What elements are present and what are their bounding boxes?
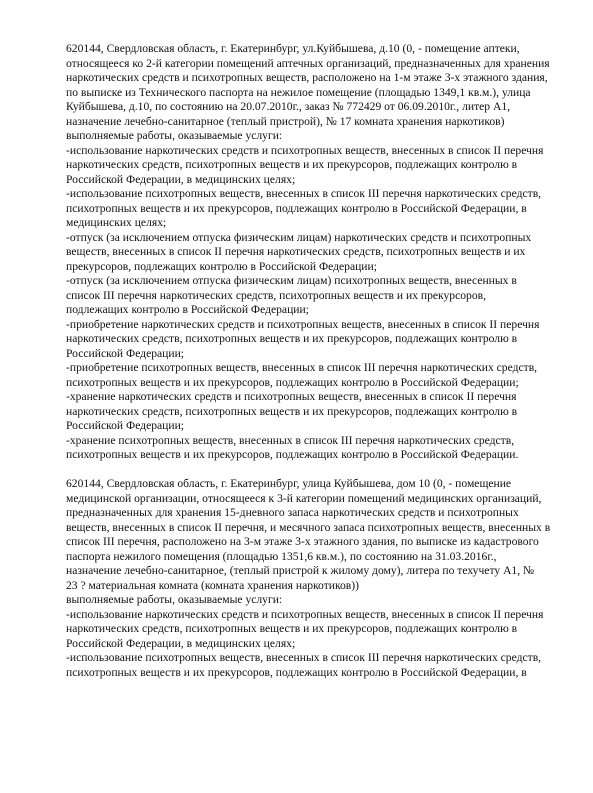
text-line: 620144, Свердловская область, г. Екатеринбург, ул.Куйбышева, д.10 (0, - помещение аптеки,: [66, 42, 520, 55]
text-line: психотропных веществ и их прекурсоров, подлежащих контролю в Российской Федерации.: [66, 448, 519, 461]
text-line: назначение лечебно-санитарное, (теплый пристрой к жилому дому), литера по техучету А1, №: [66, 564, 535, 577]
text-line: прекурсоров, подлежащих контролю в Российской Федерации;: [66, 259, 377, 273]
license-entry-2: [66, 477, 566, 680]
text-line: -использование наркотических средств и психотропных веществ, внесенных в список II перечня: [66, 607, 544, 621]
text-line: предназначенных для хранения 15-дневного запаса наркотических средств и психотропных: [66, 506, 519, 519]
text-line: список III перечня, расположено на 3-м этаже 3-х этажного здания, по выписке из кадастрового: [66, 535, 539, 548]
text-line: наркотических средств, психотропных веществ и их прекурсоров, подлежащих контролю в: [66, 158, 518, 171]
text-line: Российской Федерации;: [66, 419, 185, 432]
text-line: подлежащих контролю в Российской Федерации;: [66, 303, 309, 316]
text-line: Российской Федерации;: [66, 346, 185, 360]
text-line: паспорта нежилого помещения (площадью 1351,6 кв.м.), по состоянию на 31.03.2016г.,: [66, 549, 497, 563]
text-line: Российской Федерации, в медицинских целях;: [66, 172, 296, 186]
text-line: -хранение психотропных веществ, внесенных в список III перечня наркотических средств,: [66, 433, 515, 447]
text-line: относящееся ко 2-й категории помещений аптечных организаций, предназначенных для хранения: [66, 56, 550, 70]
text-line: наркотических средств и психотропных веществ, расположено на 1-м этаже 3-х этажного здания,: [66, 71, 548, 84]
text-line: Куйбышева, д.10, по состоянию на 20.07.2010г., заказ № 772429 от 06.09.2010г., литер А1,: [66, 100, 511, 113]
text-line: -приобретение наркотических средств и психотропных веществ, внесенных в список II перечня: [66, 317, 540, 331]
text-line: психотропных веществ и их прекурсоров, подлежащих контролю в Российской Федерации, в: [66, 665, 527, 679]
text-line: выполняемые работы, оказываемые услуги:: [66, 129, 283, 142]
text-line: веществ, внесенных в список II перечня наркотических средств, психотропных веществ и их: [66, 245, 526, 258]
text-line: 23 ? материальная комната (комната хранения наркотиков)): [66, 578, 360, 592]
license-entry-1: [66, 42, 566, 463]
text-line: наркотических средств, психотропных веществ и их прекурсоров, подлежащих контролю в: [66, 332, 518, 345]
text-line: 620144, Свердловская область, г. Екатеринбург, улица Куйбышева, дом 10 (0, - помещение: [66, 477, 512, 490]
text-line: выполняемые работы, оказываемые услуги:: [66, 593, 283, 606]
text-line: -отпуск (за исключением отпуска физическим лицам) психотропных веществ, внесенных в: [66, 274, 517, 287]
text-line: список III перечня наркотических средств, психотропных веществ и их прекурсоров,: [66, 288, 487, 302]
text-line: Российской Федерации, в медицинских целях;: [66, 636, 296, 650]
text-line: медицинской организации, относящееся к 3-й категории помещений медицинских организаций,: [66, 491, 542, 505]
text-line: -использование психотропных веществ, внесенных в список III перечня наркотических средств,: [66, 651, 542, 664]
text-line: -отпуск (за исключением отпуска физическим лицам) наркотических средств и психотропных: [66, 230, 532, 244]
text-line: психотропных веществ и их прекурсоров, подлежащих контролю в Российской Федерации, в: [66, 201, 527, 215]
text-line: психотропных веществ и их прекурсоров, подлежащих контролю в Российской Федерации;: [66, 375, 519, 389]
text-line: веществ, внесенных в список II перечня, и месячного запаса психотропных веществ, внесенных в: [66, 520, 551, 534]
document-page: [66, 42, 566, 680]
text-line: назначение лечебно-санитарное (теплый пристрой), № 17 комната хранения наркотиков): [66, 114, 505, 128]
text-line: -использование наркотических средств и психотропных веществ, внесенных в список II перечня: [66, 143, 544, 157]
text-line: медицинских целях;: [66, 216, 167, 229]
text-line: наркотических средств, психотропных веществ и их прекурсоров, подлежащих контролю в: [66, 404, 518, 418]
text-line: -приобретение психотропных веществ, внесенных в список III перечня наркотических средств,: [66, 361, 538, 374]
text-line: -использование психотропных веществ, внесенных в список III перечня наркотических средств,: [66, 187, 542, 200]
text-line: -хранение наркотических средств и психотропных веществ, внесенных в список II перечня: [66, 390, 517, 403]
text-line: наркотических средств, психотропных веществ и их прекурсоров, подлежащих контролю в: [66, 622, 518, 635]
text-line: по выписке из Технического паспорта на нежилое помещение (площадью 1349,1 кв.м.), улица: [66, 85, 531, 99]
